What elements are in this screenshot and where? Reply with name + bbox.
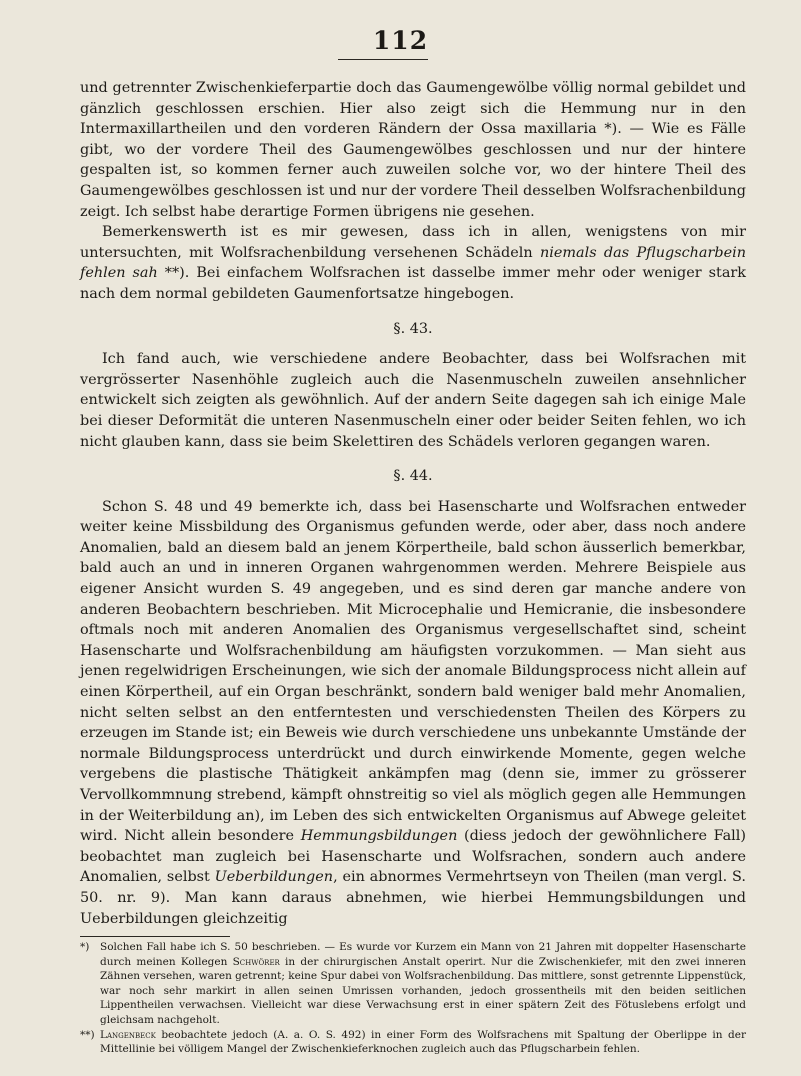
paragraph-2 xyxy=(80,222,746,304)
footnote-1-text: Solchen Fall habe ich S. 50 beschrieben. — Es wurde vor Kurzem ein Mann von 21 Jahren mit doppelter Hasenscharte durch meinen Kollegen xyxy=(100,941,746,968)
footnote-1-name: Schwörer xyxy=(232,955,280,968)
section-43-heading: §. 43. xyxy=(393,320,433,337)
footnote-rule xyxy=(80,936,230,937)
page-number: 112 xyxy=(372,26,429,55)
page-number-rule xyxy=(338,59,428,60)
paragraph-2-emphasis: niemals das Pflugscharbein fehlen sah xyxy=(80,244,746,282)
footnote-1 xyxy=(80,940,746,1028)
footnote-2-text-end: beobachtete jedoch (A. a. O. S. 492) in einer Form des Wolfsrachens mit Spaltung der Oberlippe in der Mittellinie bei völligem Mangel der Zwischenkieferknochen zugleich auch das Pflugscharbein fehlen. xyxy=(100,1028,746,1056)
footnotes xyxy=(80,940,746,1057)
section-44-heading: §. 44. xyxy=(393,468,433,485)
paragraph-2-text: Bemerkenswerth ist es mir gewesen, dass ich in allen, wenigstens von mir untersuchten, mit Wolfsrachenbildung versehenen Schädeln xyxy=(80,224,746,261)
paragraph-2-text-end: **). Bei einfachem Wolfsrachen ist dasselbe immer mehr oder weniger stark nach dem normal gebildeten Gaumenfortsatze hingebogen. xyxy=(80,265,746,302)
footnote-1-text-end: in der chirurgischen Anstalt operirt. Nur die Zwischenkiefer, mit den zwei inneren Zähnen versehen, waren getrennt; keine Spur dabei von Wolfsrachenbildung. Das mittlere, sonst getrennte Lippenstück, war noch sehr markirt in allen seinen Umrissen vorhanden, jedoch grossentheils mit den beiden seitlichen Lippentheilen verwachsen. Vielleicht war diese Verwachsung erst in einer spätern Zeit des Fötuslebens erfolgt und gleichsam nachgeholt. xyxy=(100,955,746,1026)
body-text xyxy=(80,78,746,929)
section-44-emphasis-1: Hemmungsbildungen xyxy=(300,828,458,845)
section-44-text: Schon S. 48 und 49 bemerkte ich, dass bei Hasenscharte und Wolfsrachen entweder weiter keine Missbildung des Organismus gefunden werde, oder aber, dass noch andere Anomalien, bald an diesem bald an jenem Körpertheile, bald schon äusserlich bemerkbar, bald auch an und in inneren Organen wahrgenommen werden. Mehrere Beispiele aus eigener Ansicht wurden S. 49 angegeben, und es sind deren gar manche andere von anderen Beobachtern beschrieben. Mit Microcephalie und Hemicranie, die insbesondere oftmals noch mit anderen Anomalien des Organismus vergesellschaftet sind, scheint Hasenscharte und Wolfsrachenbildung am häufigsten vorzukommen. — Man sieht aus jenen regelwidrigen Erscheinungen, wie sich der anomale Bildungsprocess nicht allein auf einen Körpertheil, auf ein Organ beschränkt, sondern bald weniger bald mehr Anomalien, nicht selten selbst an den entferntesten und verschiedensten Theilen des Körpers zu erzeugen im Stande ist; ein Beweis wie durch verschiedene uns unbekannte Umstände der normale Bildungsprocess unterdrückt und durch einwirkende Momente, gegen welche vergebens die plastische Thätigkeit ankämpfen mag (denn sie, immer zu grösserer Vervollkommnung strebend, kämpft ohnstreitig so viel als möglich gegen alle Hemmungen in der Weiterbildung an), im Leben des sich entwickelten Organismus auf Abwege geleitet wird. Nicht allein besondere xyxy=(80,498,746,845)
footnote-1-marker: *) xyxy=(80,941,90,953)
section-44-text-middle: (diess jedoch der gewöhnlichere Fall) beobachtet man zugleich bei Hasenscharte und Wolfsrachen, sondern auch andere Anomalien, selbst xyxy=(80,828,746,886)
footnote-2-marker: **) xyxy=(80,1028,95,1041)
footnote-2-name: Langenbeck xyxy=(100,1028,156,1041)
paragraph-1: und getrennter Zwischenkieferpartie doch das Gaumengewölbe völlig normal gebildet und gänzlich geschlossen erschien. Hier also zeigt sich die Hemmung nur in den Intermaxillartheilen und den vorderen Rändern der Ossa maxillaria *). — Wie es Fälle gibt, wo der vordere Theil des Gaumengewölbes geschlossen und nur der hintere gespalten ist, so kommen ferner auch zuweilen solche vor, wo der hintere Theil des Gaumengewölbes geschlossen ist und nur der vordere Theil desselben Wolfsrachenbildung zeigt. Ich selbst habe derartige Formen übrigens nie gesehen. xyxy=(80,80,746,220)
section-44-paragraph xyxy=(80,497,746,929)
section-44-text-end: , ein abnormes Vermehrtseyn von Theilen (man vergl. S. 50. nr. 9). Man kann daraus abnehmen, wie hierbei Hemmungsbildungen und Ueberbildungen gleichzeitig xyxy=(80,869,746,927)
section-44-emphasis-2: Ueberbildungen xyxy=(214,869,334,886)
footnote-2 xyxy=(80,1028,746,1057)
section-43-paragraph: Ich fand auch, wie verschiedene andere Beobachter, dass bei Wolfsrachen mit vergrösserter Nasenhöhle zugleich auch die Nasenmuscheln zuweilen ansehnlicher entwickelt sich zeigten als gewöhnlich. Auf der andern Seite dagegen sah ich einige Male bei dieser Deformität die unteren Nasenmuscheln einer oder beider Seiten fehlen, wo ich nicht glauben kann, dass sie beim Skelettiren des Schädels verloren gegangen waren. xyxy=(80,351,746,450)
